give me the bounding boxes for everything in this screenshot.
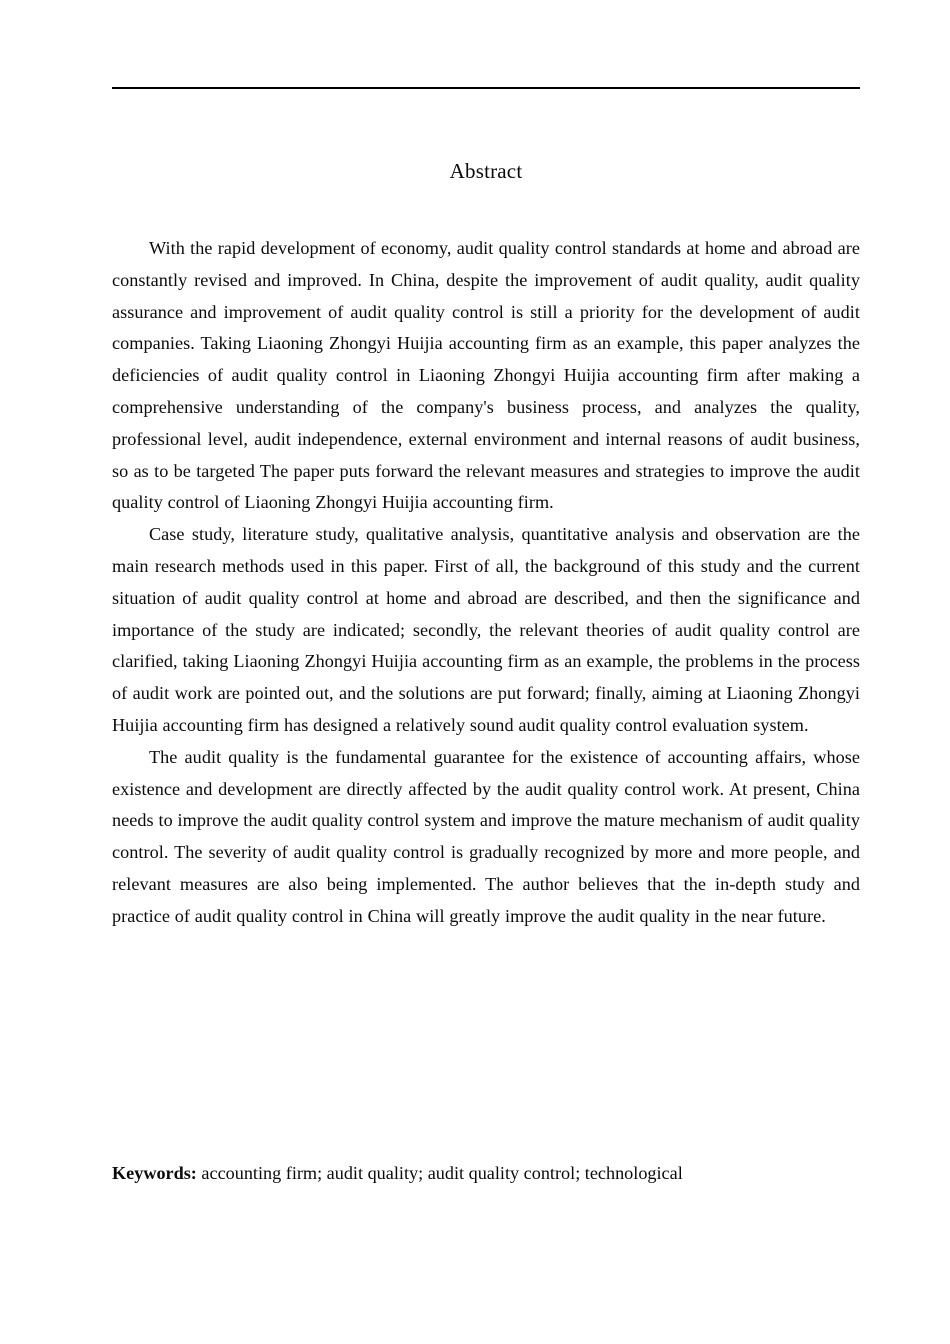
abstract-paragraph-1: With the rapid development of economy, audit quality control standards at home and abroad are constantly revised and improved. In China, despite the improvement of audit quality, audit quality assurance and improvement of audit quality control is still a priority for the development of audit companies. Taking Liaoning Zhongyi Huijia accounting firm as an example, this paper analyzes the deficiencies of audit quality control in Liaoning Zhongyi Huijia accounting firm after making a comprehensive understanding of the company's business process, and analyzes the quality, professional level, audit independence, external environment and internal reasons of audit business, so as to be targeted The paper puts forward the relevant measures and strategies to improve the audit quality control of Liaoning Zhongyi Huijia accounting firm. — [112, 238, 860, 513]
abstract-paragraph-3: The audit quality is the fundamental guarantee for the existence of accounting affairs, whose existence and development are directly affected by the audit quality control work. At present, China needs to improve the audit quality control system and improve the mature mechanism of audit quality control. The severity of audit quality control is gradually recognized by more and more people, and relevant measures are also being implemented. The author believes that the in-depth study and practice of audit quality control in China will greatly improve the audit quality in the near future. — [112, 746, 860, 926]
keywords-label: Keywords: — [112, 1163, 197, 1183]
abstract-paragraph-2: Case study, literature study, qualitative analysis, quantitative analysis and observation are the main research methods used in this paper. First of all, the background of this study and the current situation of audit quality control at home and abroad are described, and then the significance and importance of the study are indicated; secondly, the relevant theories of audit quality control are clarified, taking Liaoning Zhongyi Huijia accounting firm as an example, the problems in the process of audit work are pointed out, and the solutions are put forward; finally, aiming at Liaoning Zhongyi Huijia accounting firm has designed a relatively sound audit quality control evaluation system. — [112, 524, 860, 735]
keywords-text: accounting firm; audit quality; audit quality control; technological — [201, 1163, 683, 1183]
abstract-body — [112, 233, 860, 933]
header-rule — [112, 87, 860, 89]
keywords-block — [112, 1158, 860, 1190]
keywords-line — [112, 1158, 860, 1190]
page-title: Abstract — [449, 159, 523, 183]
